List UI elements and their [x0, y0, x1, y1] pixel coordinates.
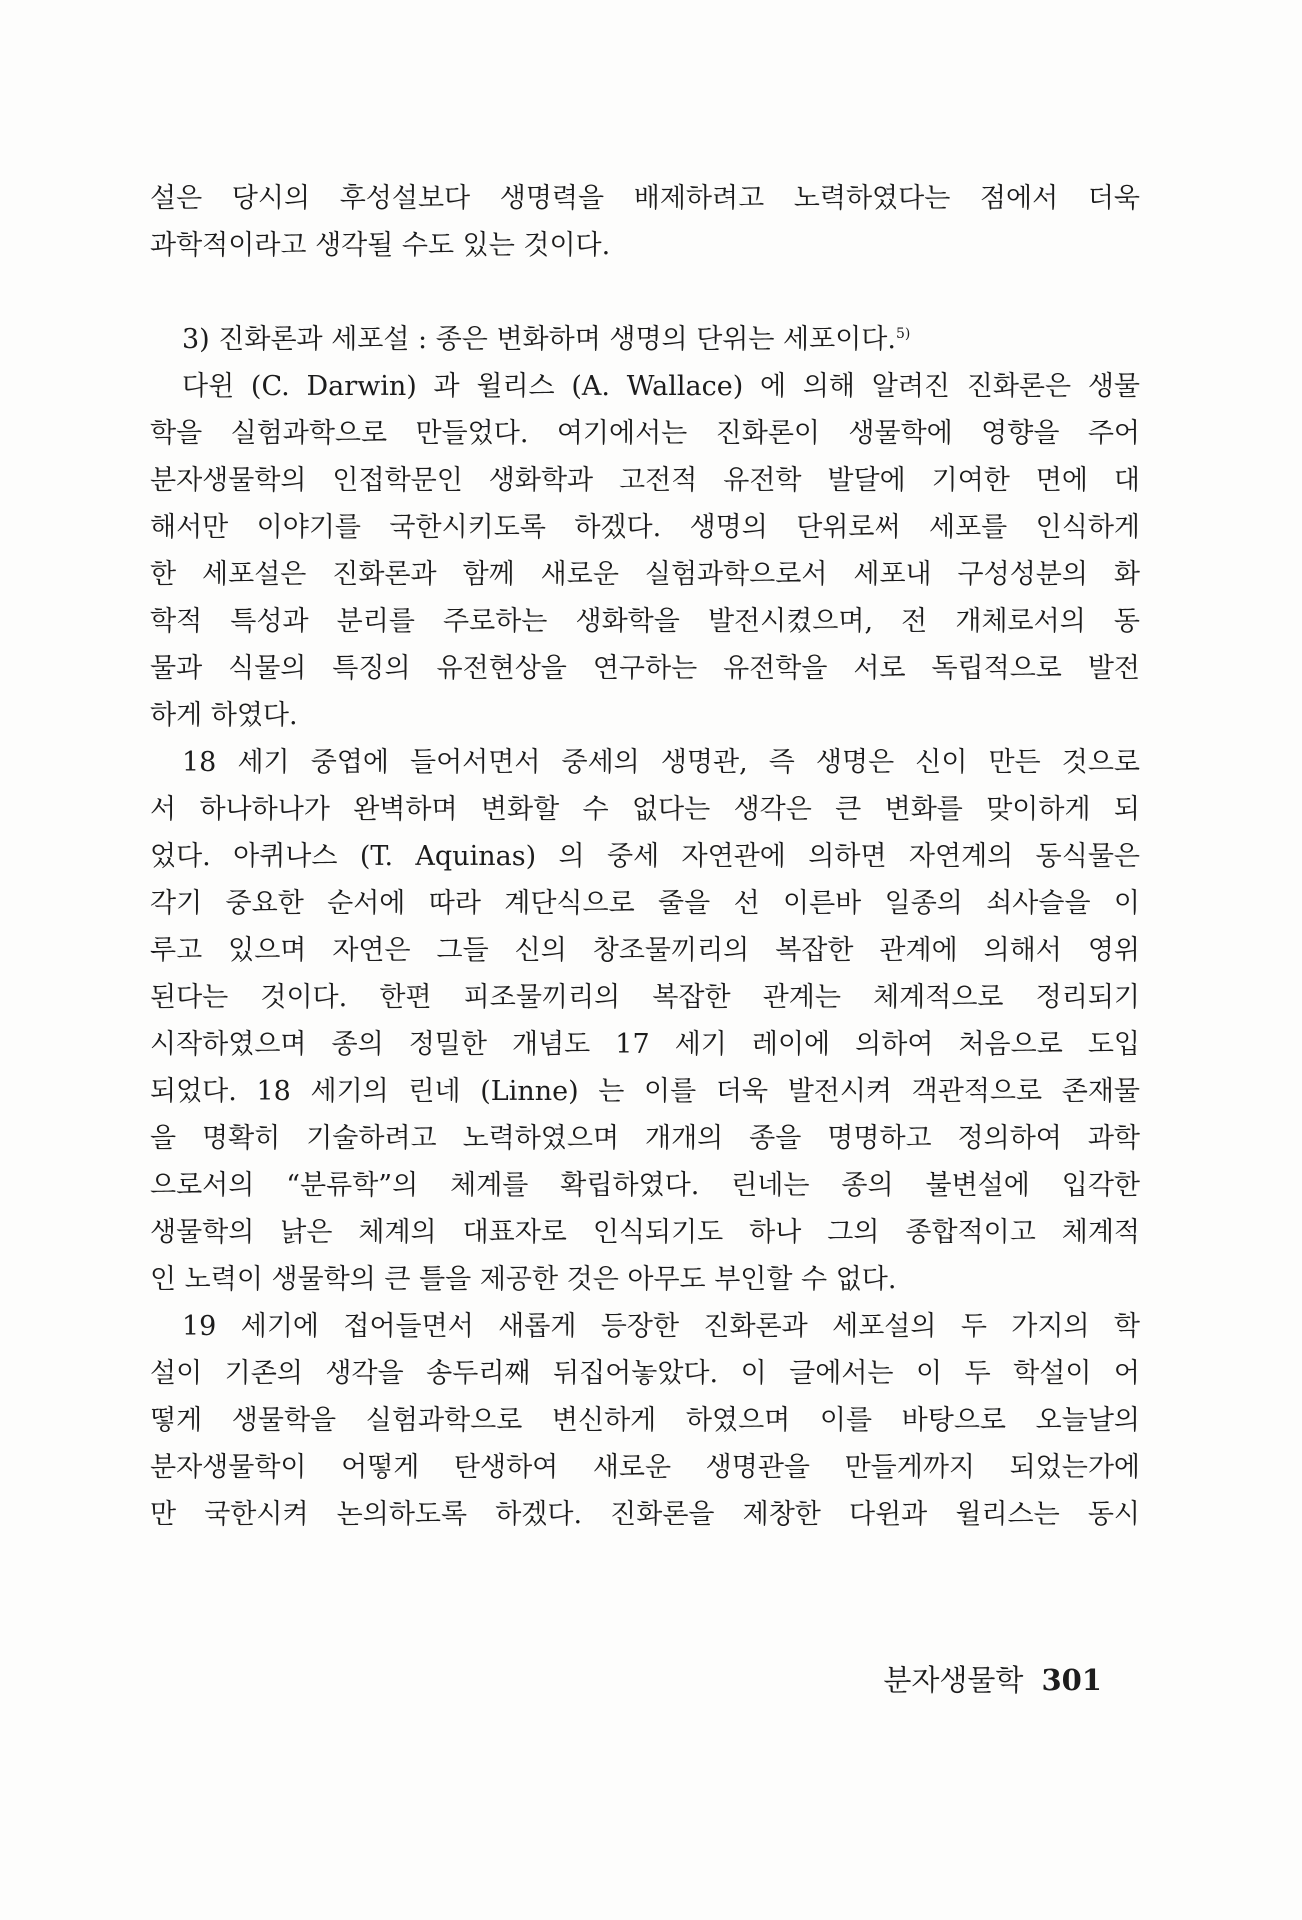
text-line: 하게 하였다.: [150, 700, 298, 731]
paragraph-1: [150, 175, 1140, 269]
text-line: 과학적이라고 생각될 수도 있는 것이다.: [150, 230, 611, 261]
text-line: 한 세포설은 진화론과 함께 새로운 실험과학으로서 세포내 구성성분의 화: [150, 559, 1140, 590]
text-line: 으로서의 “분류학”의 체계를 확립하였다. 린네는 종의 불변설에 입각한: [150, 1170, 1140, 1201]
body-text: [150, 175, 1140, 1538]
paragraph-2: [150, 363, 1140, 739]
text-line: 물과 식물의 특징의 유전현상을 연구하는 유전학을 서로 독립적으로 발전: [150, 653, 1140, 684]
text-line: 분자생물학이 어떻게 탄생하여 새로운 생명관을 만들게까지 되었는가에: [150, 1452, 1140, 1483]
section-heading: [150, 316, 1140, 363]
text-line: 루고 있으며 자연은 그들 신의 창조물끼리의 복잡한 관계에 의해서 영위: [150, 935, 1140, 966]
text-line: 되었다. 18 세기의 린네 (Linne) 는 이를 더욱 발전시켜 객관적으로 존재물: [150, 1076, 1140, 1107]
footnote-marker: 5): [895, 326, 911, 342]
text-line: 된다는 것이다. 한편 피조물끼리의 복잡한 관계는 체계적으로 정리되기: [150, 982, 1140, 1013]
page-number: 301: [1041, 1663, 1102, 1697]
paragraph-3: [150, 739, 1140, 1303]
text-line: 만 국한시켜 논의하도록 하겠다. 진화론을 제창한 다윈과 윌리스는 동시: [150, 1499, 1140, 1530]
text-line: 었다. 아퀴나스 (T. Aquinas) 의 중세 자연관에 의하면 자연계의 동식물은: [150, 841, 1140, 872]
paragraph-4: [150, 1303, 1140, 1538]
text-line: 설이 기존의 생각을 송두리째 뒤집어놓았다. 이 글에서는 이 두 학설이 어: [150, 1358, 1140, 1389]
text-line: 각기 중요한 순서에 따라 계단식으로 줄을 선 이른바 일종의 쇠사슬을 이: [150, 888, 1140, 919]
text-line: 18 세기 중엽에 들어서면서 중세의 생명관, 즉 생명은 신이 만든 것으로: [182, 747, 1140, 778]
text-line: 설은 당시의 후성설보다 생명력을 배제하려고 노력하였다는 점에서 더욱: [150, 183, 1140, 214]
text-line: 19 세기에 접어들면서 새롭게 등장한 진화론과 세포설의 두 가지의 학: [182, 1311, 1140, 1342]
text-line: 학을 실험과학으로 만들었다. 여기에서는 진화론이 생물학에 영향을 주어: [150, 418, 1140, 449]
text-line: 다윈 (C. Darwin) 과 윌리스 (A. Wallace) 에 의해 알려진 진화론은 생물: [182, 371, 1140, 402]
section-heading-text: 3) 진화론과 세포설 : 종은 변화하며 생명의 단위는 세포이다.: [182, 324, 896, 355]
paragraph-gap: [150, 269, 1140, 316]
page-footer: [883, 1658, 1102, 1699]
text-line: 을 명확히 기술하려고 노력하였으며 개개의 종을 명명하고 정의하여 과학: [150, 1123, 1140, 1154]
text-line: 생물학의 낡은 체계의 대표자로 인식되기도 하나 그의 종합적이고 체계적: [150, 1217, 1140, 1248]
text-line: 학적 특성과 분리를 주로하는 생화학을 발전시켰으며, 전 개체로서의 동: [150, 606, 1140, 637]
text-line: 떻게 생물학을 실험과학으로 변신하게 하였으며 이를 바탕으로 오늘날의: [150, 1405, 1140, 1436]
running-title: 분자생물학: [883, 1663, 1024, 1697]
text-line: 해서만 이야기를 국한시키도록 하겠다. 생명의 단위로써 세포를 인식하게: [150, 512, 1140, 543]
text-line: 인 노력이 생물학의 큰 틀을 제공한 것은 아무도 부인할 수 없다.: [150, 1264, 897, 1295]
text-line: 시작하였으며 종의 정밀한 개념도 17 세기 레이에 의하여 처음으로 도입: [150, 1029, 1140, 1060]
text-line: 서 하나하나가 완벽하며 변화할 수 없다는 생각은 큰 변화를 맞이하게 되: [150, 794, 1140, 825]
text-line: 분자생물학의 인접학문인 생화학과 고전적 유전학 발달에 기여한 면에 대: [150, 465, 1140, 496]
